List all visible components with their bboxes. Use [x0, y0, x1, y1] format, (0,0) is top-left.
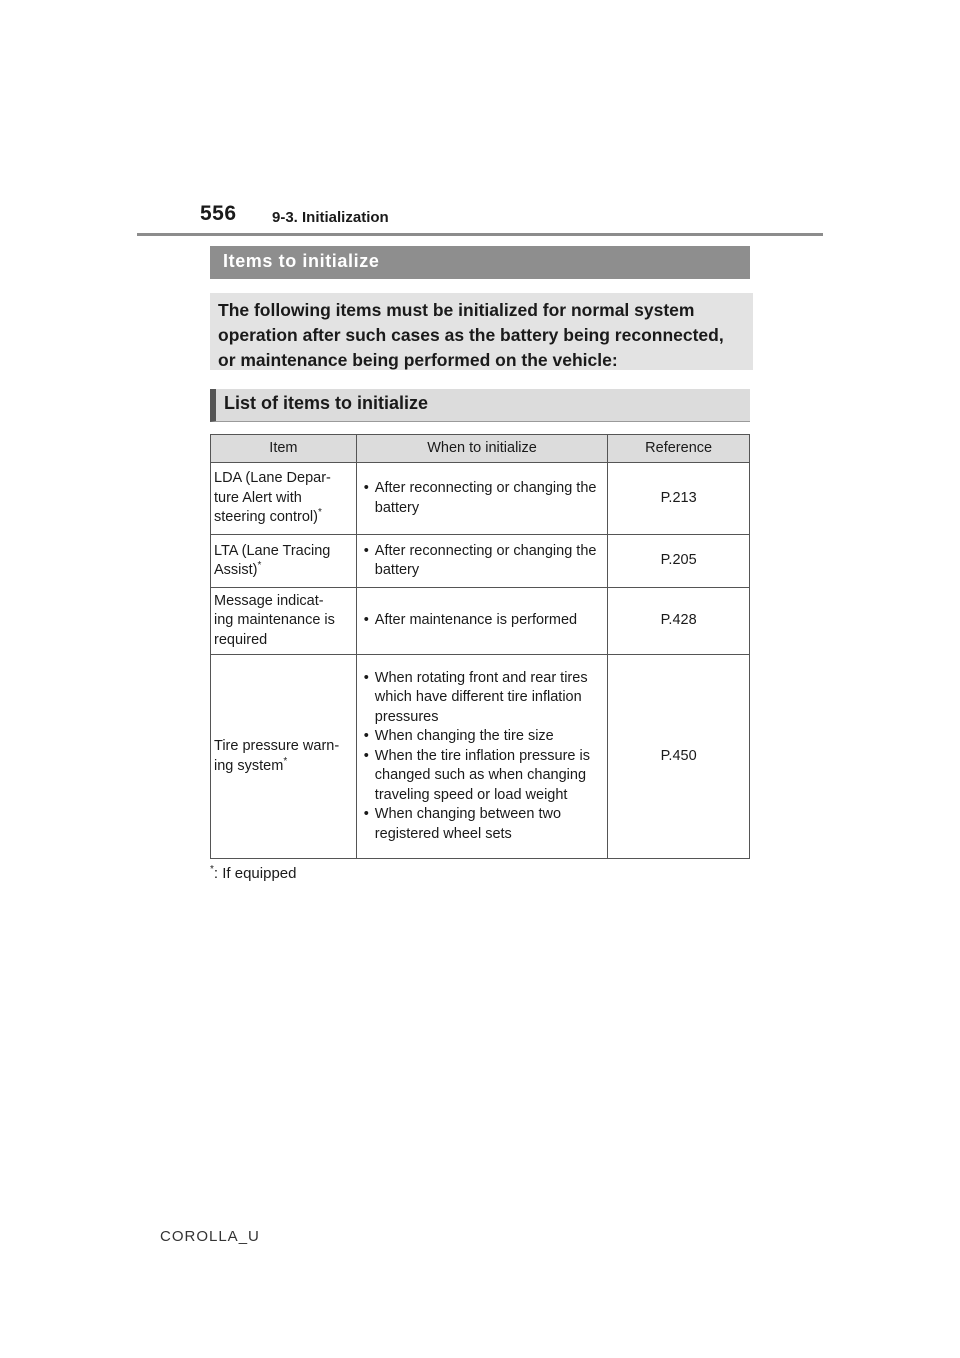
subheading-title: List of items to initialize: [224, 393, 429, 413]
item-line: required: [214, 631, 268, 648]
column-header-when: When to initialize: [356, 435, 607, 463]
reference-cell: P.213: [608, 463, 750, 535]
table-row: [211, 463, 750, 535]
when-list-item: • After maintenance is performed: [361, 611, 603, 631]
item-line: LDA (Lane Depar-: [214, 470, 331, 487]
item-cell: [211, 655, 357, 859]
page-number: 556: [200, 202, 237, 225]
equipment-mark: *: [257, 560, 262, 572]
table-row: [211, 535, 750, 588]
item-cell: [211, 463, 357, 535]
when-list: [361, 611, 603, 631]
when-list-item: • After reconnecting or changing the battery: [361, 479, 603, 518]
table-body: [211, 463, 750, 859]
item-cell: [211, 535, 357, 588]
when-cell: [356, 463, 607, 535]
item-line: Message indicat-: [214, 592, 324, 609]
when-list-item: • When changing the tire size: [361, 727, 603, 747]
header-divider: [137, 233, 823, 236]
when-cell: [356, 655, 607, 859]
footer-model-code: COROLLA_U: [160, 1228, 260, 1245]
item-line: Assist): [214, 562, 258, 578]
footnote-text: : If equipped: [213, 865, 297, 882]
item-line: LTA (Lane Tracing: [214, 542, 331, 559]
section-title: 9-3. Initialization: [272, 209, 389, 226]
item-line: ing system: [214, 757, 284, 774]
when-list: [361, 479, 603, 518]
footnote-mark: *: [210, 864, 214, 875]
when-list-item: • After reconnecting or changing the battery: [361, 542, 603, 581]
banner-title: Items to initialize: [223, 251, 380, 271]
table-header-row: [211, 435, 750, 463]
reference-cell: P.205: [608, 535, 750, 588]
when-list-item: • When rotating front and rear tires which have different tire inflation pressures: [361, 669, 603, 728]
equipment-mark: *: [317, 507, 322, 519]
initialize-items-table: [210, 434, 750, 859]
section-banner: [210, 246, 750, 279]
subheading-bar: [210, 389, 750, 422]
when-list-item: • When changing between two registered wheel sets: [361, 805, 603, 844]
item-cell: [211, 588, 357, 655]
table-row: [211, 588, 750, 655]
when-cell: [356, 588, 607, 655]
equipment-mark: *: [283, 755, 288, 767]
when-cell: [356, 535, 607, 588]
when-list: [361, 669, 603, 845]
item-line: ing maintenance is: [214, 612, 335, 629]
footnote: [210, 865, 296, 882]
item-line: ture Alert with: [214, 489, 302, 506]
reference-cell: P.428: [608, 588, 750, 655]
column-header-reference: Reference: [608, 435, 750, 463]
when-list-item: • When the tire inflation pressure is changed such as when changing traveling speed or load weight: [361, 747, 603, 806]
item-line: Tire pressure warn-: [214, 738, 340, 754]
when-list: [361, 542, 603, 581]
column-header-item: Item: [211, 435, 357, 463]
table-row: [211, 655, 750, 859]
item-line: steering control): [214, 509, 318, 526]
intro-text: The following items must be initialized for normal system operation after such cases as the battery being reconnected, or maintenance being performed on the vehicle:: [210, 293, 753, 370]
reference-cell: P.450: [608, 655, 750, 859]
